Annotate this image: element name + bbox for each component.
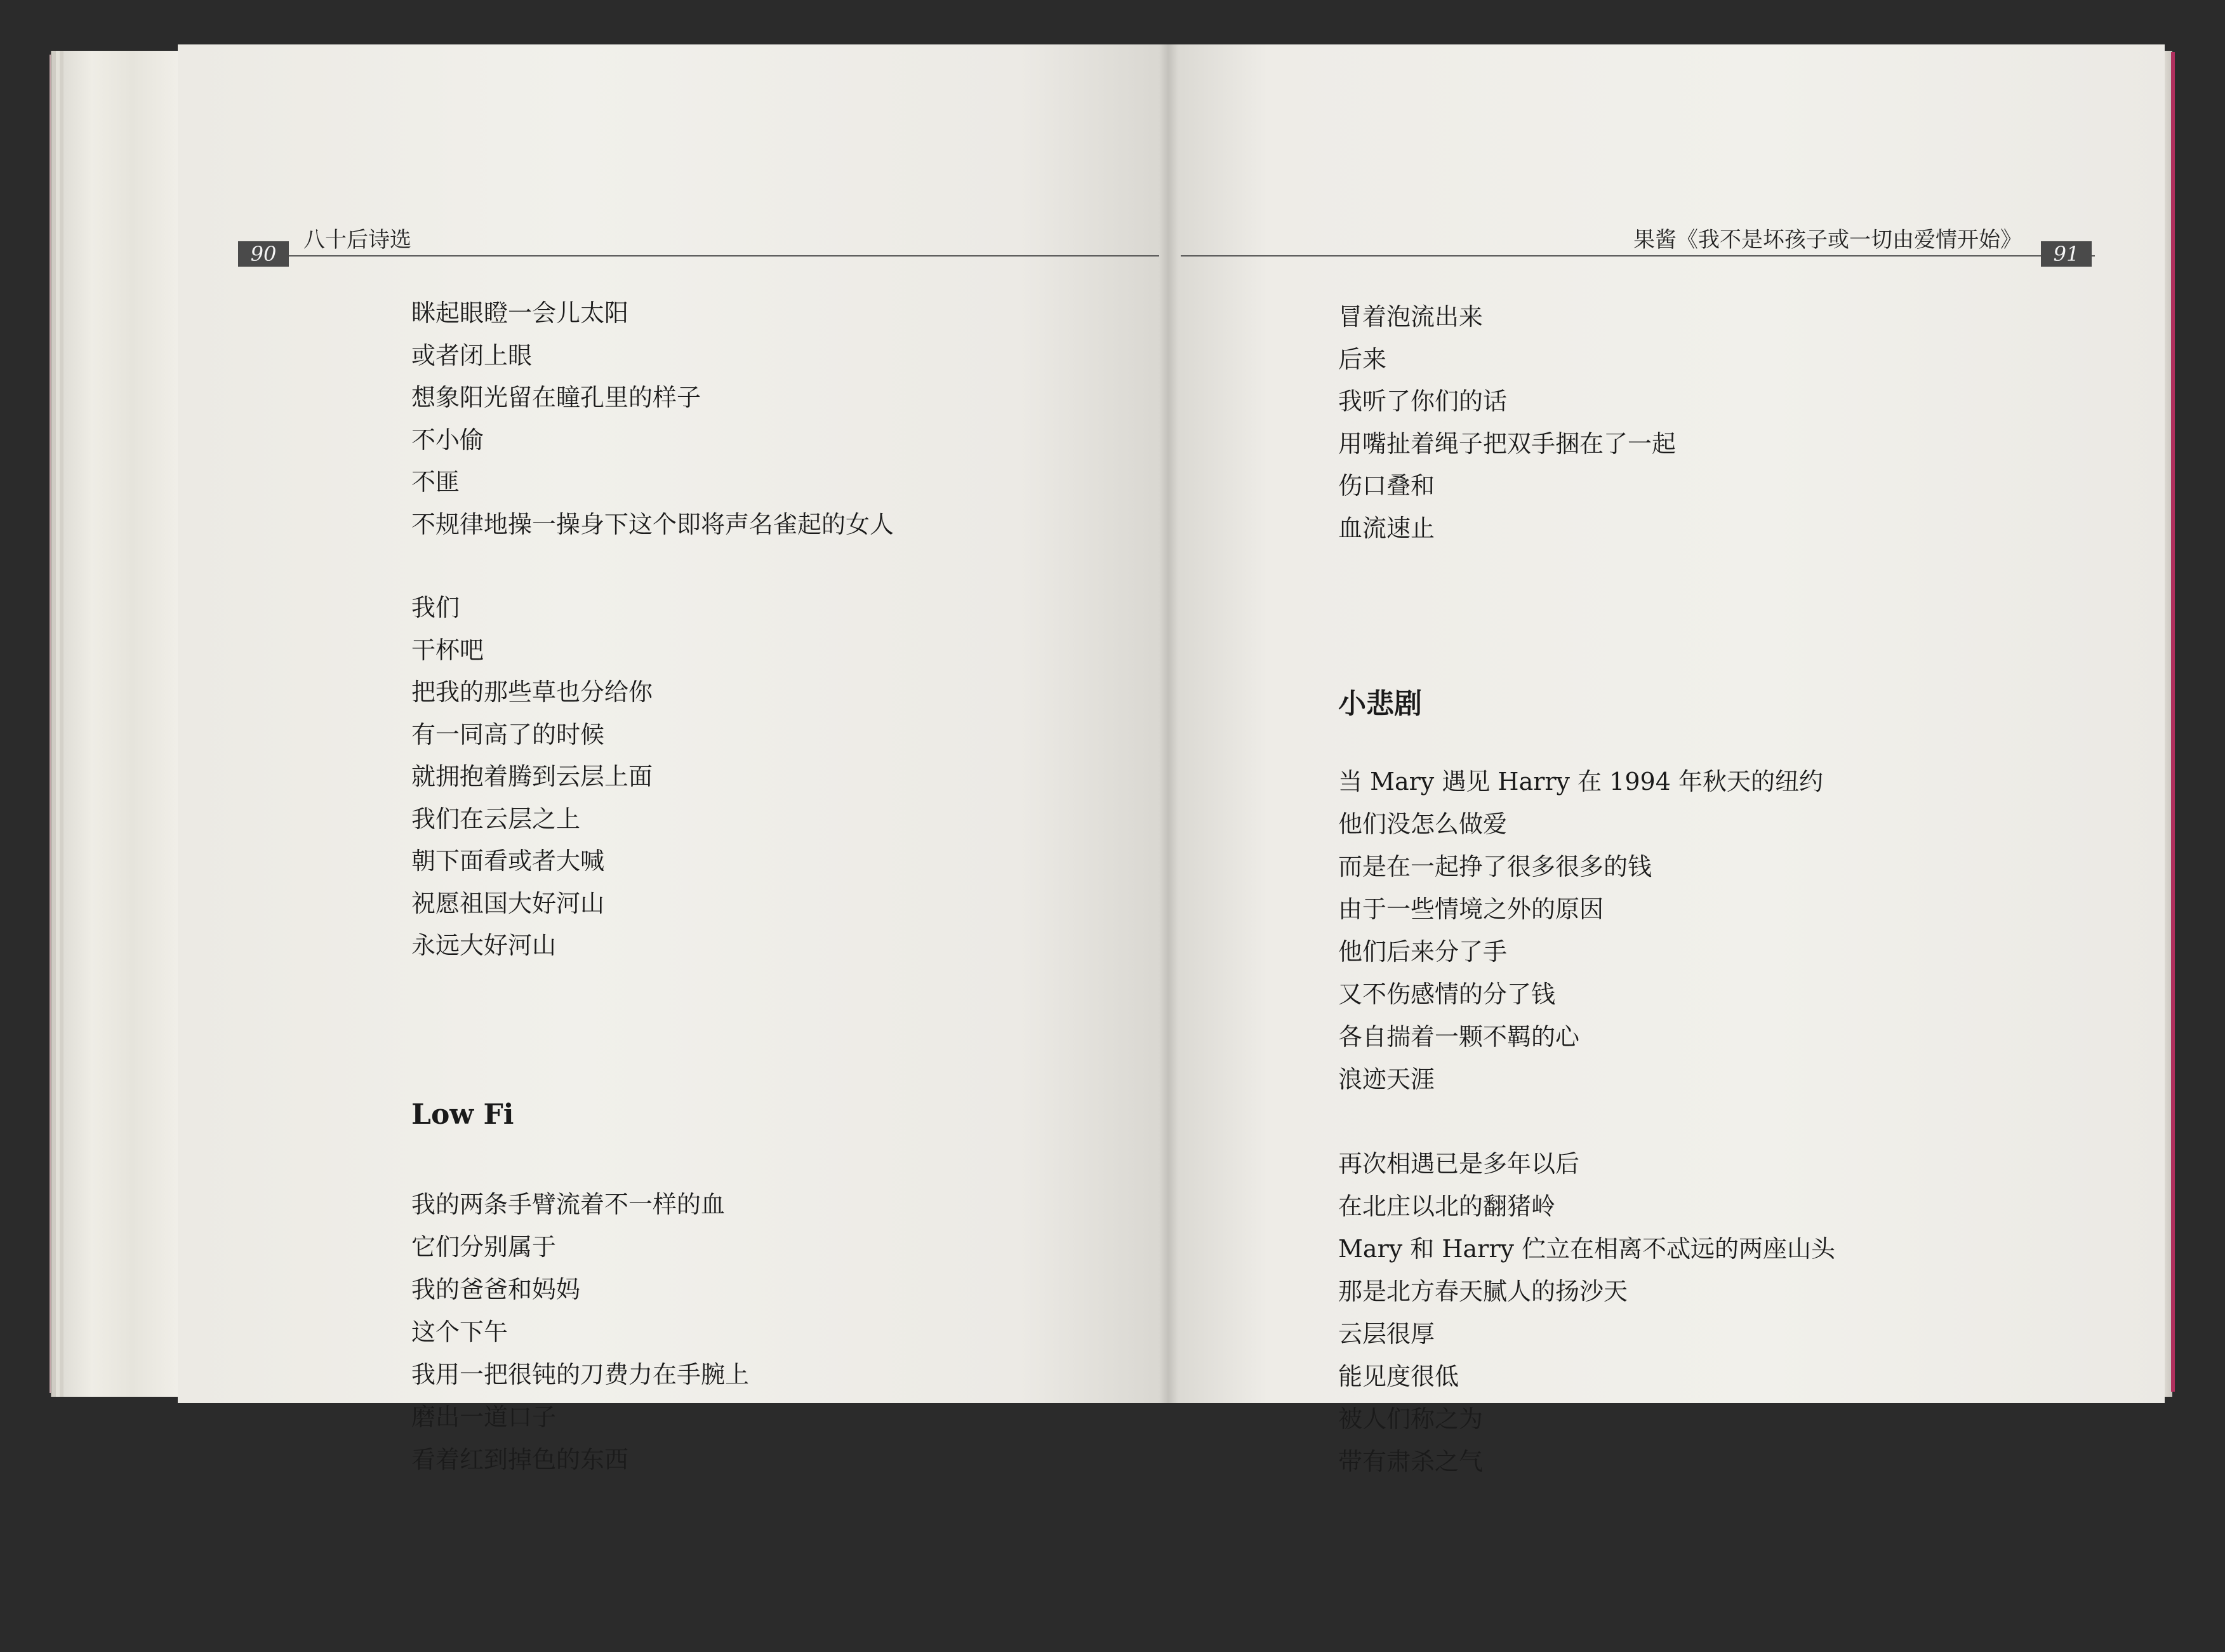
right-header-rule xyxy=(1181,255,2095,256)
poem-line: 我们 xyxy=(411,594,460,622)
poem-line: 它们分别属于 xyxy=(411,1233,557,1261)
poem-line: 血流速止 xyxy=(1338,514,1435,542)
book-gutter xyxy=(1159,44,1178,1403)
poem-line: 那是北方春天腻人的扬沙天 xyxy=(1338,1277,1628,1305)
poem-line: 由于一些情境之外的原因 xyxy=(1338,895,1604,923)
right-cover-edge xyxy=(2171,52,2175,1392)
poem-line: 朝下面看或者大喊 xyxy=(411,847,605,875)
poem-line: 或者闭上眼 xyxy=(411,341,533,370)
poem-line: 我用一把很钝的刀费力在手腕上 xyxy=(411,1361,750,1389)
poem-line: 不小偷 xyxy=(411,425,484,454)
poem-line: 他们没怎么做爱 xyxy=(1338,810,1508,838)
poem-line: 伤口叠和 xyxy=(1338,472,1435,500)
poem-line: 在北庄以北的翻猪岭 xyxy=(1338,1192,1556,1220)
poem-line: 而是在一起挣了很多很多的钱 xyxy=(1338,853,1652,881)
page-edge-stack xyxy=(51,51,185,1397)
poem-line: 再次相遇已是多年以后 xyxy=(1338,1150,1580,1178)
poem-line: 各自揣着一颗不羁的心 xyxy=(1338,1023,1580,1051)
poem-line: 祝愿祖国大好河山 xyxy=(411,889,605,917)
poem-line: 又不伤感情的分了钱 xyxy=(1338,980,1556,1008)
right-page-number: 91 xyxy=(2041,241,2092,267)
poem-line: 带有肃杀之气 xyxy=(1338,1448,1484,1475)
poem-line: 后来 xyxy=(1338,345,1387,373)
poem-line: 用嘴扯着绳子把双手捆在了一起 xyxy=(1338,429,1677,458)
poem-line: 能见度很低 xyxy=(1338,1362,1459,1390)
poem-line: 不匪 xyxy=(411,468,460,496)
poem-line: 我们在云层之上 xyxy=(411,804,581,833)
poem-line: 这个下午 xyxy=(411,1318,508,1346)
right-running-head: 果酱《我不是坏孩子或一切由爱情开始》 xyxy=(1633,227,2022,253)
poem-line: 我的两条手臂流着不一样的血 xyxy=(411,1190,726,1218)
poem-line: 就拥抱着腾到云层上面 xyxy=(411,763,653,790)
left-header-rule xyxy=(239,255,1159,256)
poem-title-xiao-beiju: 小悲剧 xyxy=(1338,688,1422,720)
poem-line: 想象阳光留在瞳孔里的样子 xyxy=(411,383,701,411)
poem-line: 把我的那些草也分给你 xyxy=(411,678,653,706)
poem-line: Mary 和 Harry 伫立在相离不忒远的两座山头 xyxy=(1338,1235,1836,1263)
poem-line: 他们后来分了手 xyxy=(1338,938,1508,966)
poem-line: 云层很厚 xyxy=(1338,1320,1435,1348)
poem-line: 永远大好河山 xyxy=(411,931,557,959)
left-page-number: 90 xyxy=(238,241,289,267)
poem-line: 当 Mary 遇见 Harry 在 1994 年秋天的纽约 xyxy=(1338,768,1823,796)
poem-line: 眯起眼瞪一会儿太阳 xyxy=(411,299,629,327)
poem-line: 不规律地操一操身下这个即将声名雀起的女人 xyxy=(411,510,894,538)
poem-line: 看着红到掉色的东西 xyxy=(411,1446,629,1474)
poem-line: 冒着泡流出来 xyxy=(1338,303,1484,331)
poem-line: 我的爸爸和妈妈 xyxy=(411,1276,581,1303)
poem-line: 磨出一道口子 xyxy=(411,1403,557,1431)
poem-line: 有一同高了的时候 xyxy=(411,720,605,749)
poem-line: 我听了你们的话 xyxy=(1338,387,1508,415)
left-running-head: 八十后诗选 xyxy=(303,227,411,253)
poem-line: 浪迹天涯 xyxy=(1338,1065,1435,1093)
poem-title-low-fi: Low Fi xyxy=(411,1098,514,1131)
poem-line: 干杯吧 xyxy=(411,636,484,664)
poem-line: 被人们称之为 xyxy=(1338,1405,1484,1433)
